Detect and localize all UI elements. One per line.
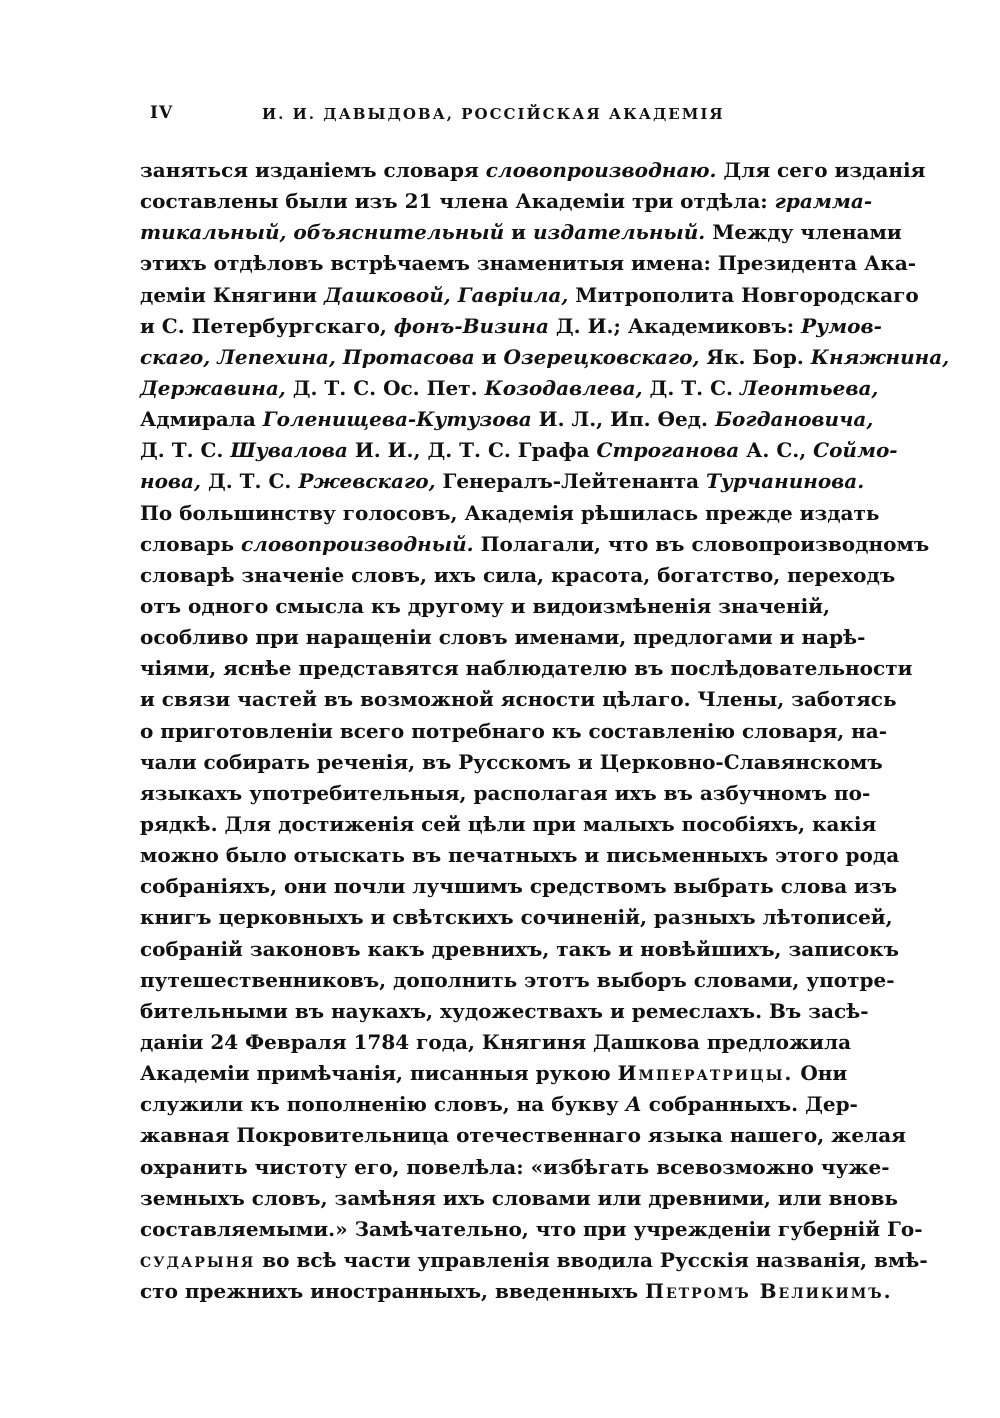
text-line: [140, 1183, 898, 1214]
text-span: И. Л., Ип. Ѳед.: [531, 407, 715, 432]
text-span: Они: [793, 1061, 848, 1086]
text-span: собраній законовъ какъ древнихъ, такъ и новѣйшихъ, записокъ: [140, 936, 899, 961]
italic-text: фонъ-Визина: [393, 313, 549, 338]
text-span: заняться изданіемъ словаря: [140, 158, 486, 182]
italic-text: Румов-: [801, 313, 882, 338]
italic-text: Богдановича,: [714, 407, 874, 432]
text-line: [140, 747, 883, 778]
text-span: Д. Т. С.: [642, 375, 740, 400]
text-span: рядкѣ. Для достиженія сей цѣли при малыхъ пособіяхъ, какія: [140, 811, 877, 836]
text-line: [140, 778, 871, 809]
text-span: и: [474, 344, 504, 369]
text-span: и С. Петербургскаго,: [140, 313, 394, 338]
text-line: [140, 1245, 928, 1276]
text-span: Адмирала: [140, 407, 263, 432]
text-span: собранныхъ. Дер-: [641, 1092, 858, 1117]
italic-text: А: [625, 1092, 642, 1117]
text-span: охранить чистоту его, повелѣла: «избѣгать всевозможно чуже-: [140, 1154, 890, 1179]
italic-text: нова,: [140, 469, 201, 494]
text-span: бительными въ наукахъ, художествахъ и ремеслахъ. Въ засѣ-: [140, 998, 869, 1023]
italic-text: грамма-: [774, 189, 873, 214]
text-span: чіями, яснѣе представятся наблюдателю въ послѣдовательности: [140, 656, 913, 681]
text-span: Д. Т. С. Ос. Пет.: [285, 375, 485, 400]
text-span: Д. Т. С.: [140, 438, 231, 463]
text-line: [140, 280, 919, 311]
text-line: [140, 684, 897, 715]
text-span: чали собирать реченія, въ Русскомъ и Церковно-Славянскомъ: [140, 749, 883, 774]
text-line: [140, 217, 902, 248]
small-caps-text: Петромъ Великимъ.: [645, 1279, 893, 1304]
text-span: во всѣ части управленія вводила Русскія названія, вмѣ-: [255, 1247, 928, 1272]
text-span: книгъ церковныхъ и свѣтскихъ сочиненій, разныхъ лѣтописей,: [140, 905, 893, 930]
text-line: [140, 591, 830, 622]
italic-text: словопроизводный.: [241, 531, 474, 556]
text-line: [140, 155, 926, 186]
italic-text: словопроизводнаю.: [485, 158, 717, 182]
text-span: составляемыми.» Замѣчательно, что при учрежденіи губерній Го-: [140, 1216, 923, 1241]
text-span: собраніяхъ, они почли лучшимъ средствомъ выбрать слова изъ: [140, 874, 898, 899]
text-span: По большинству голосовъ, Академія рѣшилась прежде издать: [140, 500, 880, 525]
text-span: А. С.,: [739, 438, 814, 463]
italic-text: Державина,: [140, 375, 286, 400]
text-span: жавная Покровительница отечественнаго языка нашего, желая: [140, 1123, 906, 1148]
text-line: [140, 248, 917, 279]
text-line: [140, 716, 888, 747]
text-span: языкахъ употребительныя, располагая ихъ въ азбучномъ по-: [140, 780, 871, 805]
running-head: [150, 103, 810, 129]
italic-text: Дашковой, Гаврiила,: [323, 282, 569, 307]
text-line: [140, 560, 896, 591]
text-span: о приготовленіи всего потребнаго къ составленію словаря, на-: [140, 718, 888, 743]
text-line: [140, 840, 900, 871]
text-span: Между членами: [705, 220, 902, 245]
text-line: [140, 435, 898, 466]
text-line: [140, 1120, 906, 1151]
text-line: [140, 342, 950, 373]
text-line: [140, 1058, 848, 1089]
small-caps-text: Императрицы.: [617, 1061, 794, 1086]
text-span: особливо при наращеніи словъ именами, предлогами и нарѣ-: [140, 625, 866, 650]
text-line: [140, 466, 865, 497]
text-span: И. И., Д. Т. С. Графа: [347, 438, 597, 463]
text-span: служили къ пополненію словъ, на букву: [140, 1092, 626, 1117]
text-span: и: [504, 220, 533, 245]
text-line: [140, 653, 913, 684]
text-span: Митрополита Новгородскаго: [568, 282, 919, 307]
page-number: IV: [150, 103, 174, 123]
text-span: составлены были изъ 21 члена Академіи три отдѣла:: [140, 189, 775, 214]
small-caps-text: сударыня: [140, 1247, 256, 1272]
italic-text: Озерецковскаго,: [503, 344, 700, 369]
italic-text: Турчанинова.: [706, 469, 865, 494]
italic-text: Козодавлева,: [484, 375, 643, 400]
text-line: [140, 404, 874, 435]
text-span: даніи 24 Февраля 1784 года, Княгиня Дашкова предложила: [140, 1029, 852, 1054]
text-span: Д. И.; Академиковъ:: [548, 313, 802, 338]
text-line: [140, 1027, 852, 1058]
text-span: можно было отыскать въ печатныхъ и письменныхъ этого рода: [140, 843, 900, 868]
text-span: словарѣ значеніе словъ, ихъ сила, красота, богатство, переходъ: [140, 562, 896, 587]
text-line: [140, 902, 893, 933]
text-span: Академіи примѣчанія, писанныя рукою: [140, 1061, 618, 1086]
text-span: Генералъ-Лейтенанта: [435, 469, 707, 494]
text-span: путешественниковъ, дополнить этотъ выборъ словами, употре-: [140, 967, 895, 992]
text-span: и связи частей въ возможной ясности цѣлаго. Члены, заботясь: [140, 687, 897, 712]
text-line: [140, 1152, 890, 1183]
text-line: [140, 809, 877, 840]
text-line: [140, 934, 899, 965]
text-span: сто прежнихъ иностранныхъ, введенныхъ: [140, 1279, 646, 1304]
text-span: этихъ отдѣловъ встрѣчаемъ знаменитыя имена: Президента Ака-: [140, 251, 917, 276]
text-span: Для сего изданія: [716, 158, 926, 182]
text-span: деміи Княгини: [140, 282, 324, 307]
italic-text: Голенищева-Кутузова: [262, 407, 532, 432]
running-head-title: И. И. ДАВЫДОВА, РОССІЙСКАЯ АКАДЕМІЯ: [262, 105, 725, 123]
text-span: отъ одного смысла къ другому и видоизмѣненія значеній,: [140, 593, 830, 618]
text-line: [140, 1089, 858, 1120]
text-line: [140, 529, 930, 560]
italic-text: Ржевскаго,: [298, 469, 436, 494]
text-span: Д. Т. С.: [200, 469, 299, 494]
text-span: земныхъ словъ, замѣняя ихъ словами или древними, или вновь: [140, 1185, 898, 1210]
text-span: Полагали, что въ словопроизводномъ: [473, 531, 930, 556]
italic-text: скаго, Лепехина, Протасова: [140, 344, 475, 369]
text-line: [140, 996, 869, 1027]
text-line: [140, 373, 879, 404]
italic-text: тикальный, объяснительный: [140, 220, 505, 245]
text-line: [140, 871, 898, 902]
italic-text: Шувалова: [230, 438, 348, 463]
italic-text: издательный.: [532, 220, 706, 245]
italic-text: Княжнина,: [810, 344, 950, 369]
text-line: [140, 311, 882, 342]
italic-text: Леонтьева,: [739, 375, 879, 400]
text-span: Як. Бор.: [699, 344, 811, 369]
text-line: [140, 1214, 923, 1245]
text-line: [140, 965, 895, 996]
text-line: [140, 622, 866, 653]
text-span: словарь: [140, 531, 241, 556]
italic-text: Строганова: [596, 438, 740, 463]
text-line: [140, 1276, 893, 1307]
text-line: [140, 498, 880, 529]
text-line: [140, 186, 873, 217]
italic-text: Соймо-: [813, 438, 898, 463]
body-text: [140, 155, 950, 1307]
